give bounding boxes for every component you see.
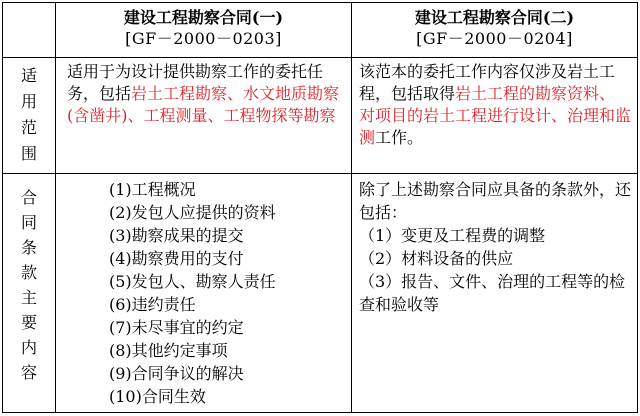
- scope-col2: [359, 61, 631, 149]
- row-label-main-terms: 合 同 条 款 主 要 内 容: [20, 188, 37, 382]
- scope-col1-text: 适用于为设计提供勘察工作的委托任务，包括: [67, 62, 324, 103]
- list-item: (8)其他约定事项: [109, 341, 228, 360]
- terms-col1-list: [109, 178, 276, 408]
- header-col2-title: 建设工程勘察合同(二): [414, 8, 575, 27]
- scope-col2-highlight: 岩土工程的勘察资料、对项目的岩土工程进行设计、治理和监测: [359, 84, 632, 147]
- header-col1-code: [GF－2000－0203]: [125, 29, 282, 48]
- terms-col2: [359, 178, 631, 316]
- header-col2: [352, 7, 637, 49]
- header-col1-title: 建设工程勘察合同(一): [123, 8, 284, 27]
- divider-row1: [3, 173, 637, 174]
- contract-comparison-table: [2, 2, 638, 413]
- list-item: （3）报告、文件、治理的工程等的检查和验收等: [359, 272, 626, 314]
- list-item: (7)未尽事宜的约定: [109, 318, 244, 337]
- list-item: (6)违约责任: [109, 295, 196, 314]
- list-item: (5)发包人、勘察人责任: [109, 272, 276, 291]
- terms-col2-intro: 除了上述勘察合同应具备的条款外，还包括：: [359, 180, 632, 222]
- list-item: (2)发包人应提供的资料: [109, 203, 276, 222]
- scope-col1: [67, 61, 345, 127]
- list-item: (10)合同生效: [109, 387, 206, 406]
- scope-col1-highlight: 岩土工程勘察、水文地质勘察(含凿井)、工程测量、工程物探等勘察: [67, 84, 340, 125]
- scope-col2-tail: 工作。: [375, 128, 424, 147]
- list-item: （2）材料设备的供应: [359, 249, 514, 268]
- list-item: (9)合同争议的解决: [109, 364, 244, 383]
- list-item: (1)工程概况: [109, 180, 196, 199]
- header-col1: [56, 7, 351, 49]
- scope-col2-text: 该范本的委托工作内容仅涉及岩土工程，包括取得: [359, 62, 616, 103]
- divider-side: [55, 3, 56, 412]
- row-label-scope: 适 用 范 围: [20, 66, 37, 163]
- list-item: (3)勘察成果的提交: [109, 226, 244, 245]
- header-col2-code: [GF－2000－0204]: [416, 29, 573, 48]
- list-item: （1）变更及工程费的调整: [359, 226, 546, 245]
- list-item: (4)勘察费用的支付: [109, 249, 244, 268]
- divider-header: [3, 57, 637, 58]
- divider-middle: [351, 3, 352, 412]
